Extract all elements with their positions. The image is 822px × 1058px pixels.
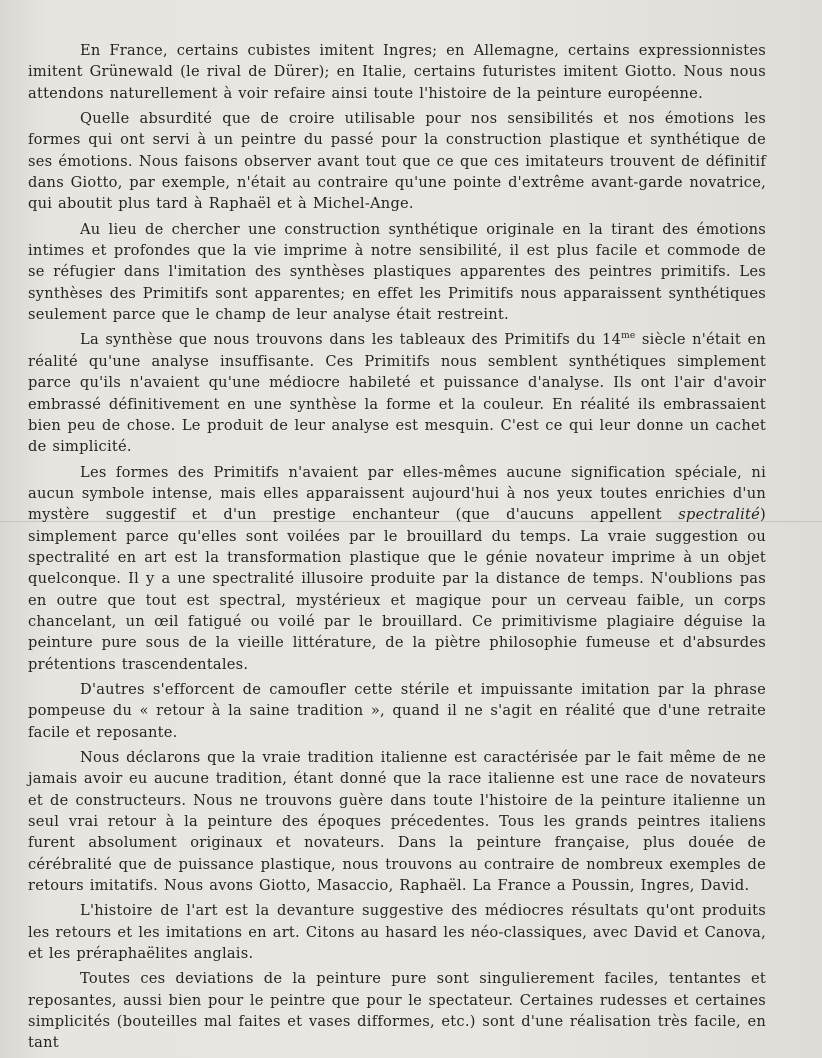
paragraph-7: Nous déclarons que la vraie tradition italienne est caractérisée par le fait même de ne jamais avoir eu aucune tradition, étant donné que la race italienne est une race de novateurs et de constructeurs. Nous ne trouvons guère dans toute l'histoire de la peinture italienne un seul vrai retour à la peinture des époques précedentes. Tous les grands peintres italiens furent absolument originaux et novateurs. Dans la peinture française, plus douée de cérébralité que de puissance plastique, nous trouvons au contraire de nombreux exemples de retours imitatifs. Nous avons Giotto, Masaccio, Raphaël. La France a Poussin, Ingres, David.: [28, 749, 766, 895]
paragraph-9: Toutes ces deviations de la peinture pure sont singulierement faciles, tentantes et reposantes, aussi bien pour le peintre que pour le spectateur. Certaines rudesses et certaines simplicités (bouteilles mal faites et vases difformes, etc.) sont d'une réalisation très facile, en tant: [28, 970, 766, 1052]
paragraph-6: D'autres s'efforcent de camoufler cette stérile et impuissante imitation par la phrase pompeuse du « retour à la saine tradition », quand il ne s'agit en réalité que d'une retraite facile et reposante.: [28, 680, 766, 741]
paragraph-2: Quelle absurdité que de croire utilisable pour nos sensibilités et nos émotions les formes qui ont servi à un peintre du passé pour la construction plastique et synthétique de ses émotions. Nous faisons observer avant tout que ce que ces imitateurs trouvent de définitif dans Giotto, par exemple, n'était au contraire qu'une pointe d'extrême avant-garde novatrice, qui aboutit plus tard à Raphaël et à Michel-Ange.: [28, 110, 766, 213]
document-page: [28, 40, 766, 1058]
paragraph-4: La synthèse que nous trouvons dans les tableaux des Primitifs du $14^{me}$ siècle n'était en réalité qu'une analyse insuffisante. Ces Primitifs nous semblent synthétiques simplement parce qu'ils n'avaient qu'une médiocre habileté et puissance d'analyse. Ils ont l'air d'avoir embrassé définitivement en une synthèse la forme et la couleur. En réalité ils embrassaient bien peu de chose. Le produit de leur analyse est mesquin. C'est ce qui leur donne un cachet de simplicité.: [28, 331, 766, 456]
paragraph-8: L'histoire de l'art est la devanture suggestive des médiocres résultats qu'ont produits les retours et les imitations en art. Citons au hasard les néo-classiques, avec David et Canova, et les préraphaëlites anglais.: [28, 902, 766, 963]
paragraph-1: En France, certains cubistes imitent Ingres; en Allemagne, certains expressionnistes imitent Grünewald (le rival de Dürer); en Italie, certains futuristes imitent Giotto. Nous nous attendons naturellement à voir refaire ainsi toute l'histoire de la peinture européenne.: [28, 42, 766, 102]
paragraph-3: Au lieu de chercher une construction synthétique originale en la tirant des émotions intimes et profondes que la vie imprime à notre sensibilité, il est plus facile et commode de se réfugier dans l'imitation des synthèses plastiques apparentes des peintres primitifs. Les synthèses des Primitifs sont apparentes; en effet les Primitifs nous apparaissent synthétiques seulement parce que le champ de leur analyse était restreint.: [28, 220, 766, 324]
paragraph-5: Les formes des Primitifs n'avaient par elles-mêmes aucune signification spéciale, ni aucun symbole intense, mais elles apparaissent aujourd'hui à nos yeux toutes enrichies d'un mystère suggestif et d'un prestige enchanteur (que d'aucuns appellent spectralité) simplement parce qu'elles sont voilées par le brouillard du temps. La vraie suggestion ou spectralité en art est la transformation plastique que le génie novateur imprime à un objet quelconque. Il y a une spectralité illusoire produite par la distance de temps. N'oublions pas en outre que tout est spectral, mystérieux et magique pour un cerveau faible, un corps chancelant, un œil fatigué ou voilé par le brouillard. Ce primitivisme plagiaire déguise la peinture pure sous de la vieille littérature, de la piètre philosophie fumeuse et d'absurdes prétentions trascendentales.: [28, 463, 766, 673]
